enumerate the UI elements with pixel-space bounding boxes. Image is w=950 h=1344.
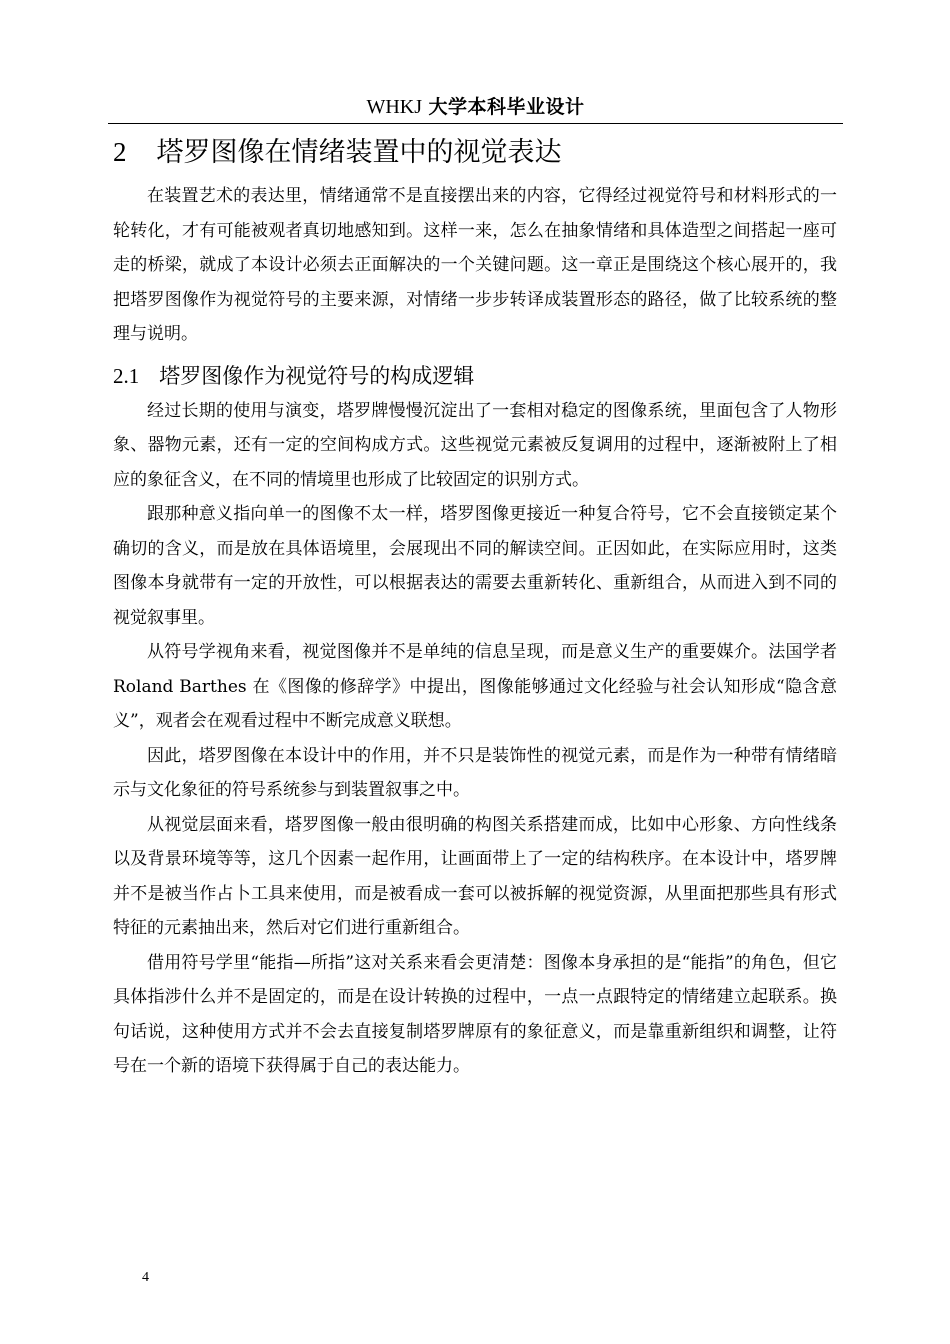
page-body	[113, 126, 837, 1084]
section-number: 2.1	[113, 363, 140, 388]
chapter-number: 2	[113, 137, 127, 167]
section-title: 塔罗图像作为视觉符号的构成逻辑	[159, 363, 475, 388]
body-paragraph: 从符号学视角来看，视觉图像并不是单纯的信息呈现，而是意义生产的重要媒介。法国学者 Roland Barthes 在《图像的修辞学》中提出，图像能够通过文化经验与社会认知形成“隐含意义”，观者会在观看过程中不断完成意义联想。	[113, 642, 837, 731]
body-paragraph: 跟那种意义指向单一的图像不太一样，塔罗图像更接近一种复合符号，它不会直接锁定某个确切的含义，而是放在具体语境里，会展现出不同的解读空间。正因如此，在实际应用时，这类图像本身就带有一定的开放性，可以根据表达的需要去重新转化、重新组合，从而进入到不同的视觉叙事里。	[113, 504, 837, 628]
running-header	[108, 92, 843, 122]
chapter-title: 塔罗图像在情绪装置中的视觉表达	[156, 137, 562, 168]
intro-paragraph: 在装置艺术的表达里，情绪通常不是直接摆出来的内容，它得经过视觉符号和材料形式的一轮转化，才有可能被观者真切地感知到。这样一来，怎么在抽象情绪和具体造型之间搭起一座可走的桥梁，就成了本设计必须去正面解决的一个关键问题。这一章正是围绕这个核心展开的，我把塔罗图像作为视觉符号的主要来源，对情绪一步步转译成装置形态的路径，做了比较系统的整理与说明。	[113, 186, 837, 344]
body-paragraph: 借用符号学里“能指—所指”这对关系来看会更清楚：图像本身承担的是“能指”的角色，但它具体指涉什么并不是固定的，而是在设计转换的过程中，一点一点跟特定的情绪建立起联系。换句话说，这种使用方式并不会去直接复制塔罗牌原有的象征意义，而是靠重新组织和调整，让符号在一个新的语境下获得属于自己的表达能力。	[113, 952, 837, 1076]
chapter-heading	[113, 126, 837, 179]
body-paragraph: 从视觉层面来看，塔罗图像一般由很明确的构图关系搭建而成，比如中心形象、方向性线条以及背景环境等等，这几个因素一起作用，让画面带上了一定的结构秩序。在本设计中，塔罗牌并不是被当作占卜工具来使用，而是被看成一套可以被拆解的视觉资源，从里面把那些具有形式特征的元素抽出来，然后对它们进行重新组合。	[113, 814, 837, 938]
body-paragraph: 因此，塔罗图像在本设计中的作用，并不只是装饰性的视觉元素，而是作为一种带有情绪暗示与文化象征的符号系统参与到装置叙事之中。	[113, 745, 837, 800]
section-heading	[113, 358, 837, 394]
header-latin: WHKJ	[366, 96, 422, 118]
header-cjk: 大学本科毕业设计	[428, 96, 585, 118]
page-number: 4	[142, 1270, 149, 1285]
header-rule	[108, 123, 843, 124]
body-paragraph: 经过长期的使用与演变，塔罗牌慢慢沉淀出了一套相对稳定的图像系统，里面包含了人物形象、器物元素，还有一定的空间构成方式。这些视觉元素被反复调用的过程中，逐渐被附上了相应的象征含义，在不同的情境里也形成了比较固定的识别方式。	[113, 400, 837, 490]
